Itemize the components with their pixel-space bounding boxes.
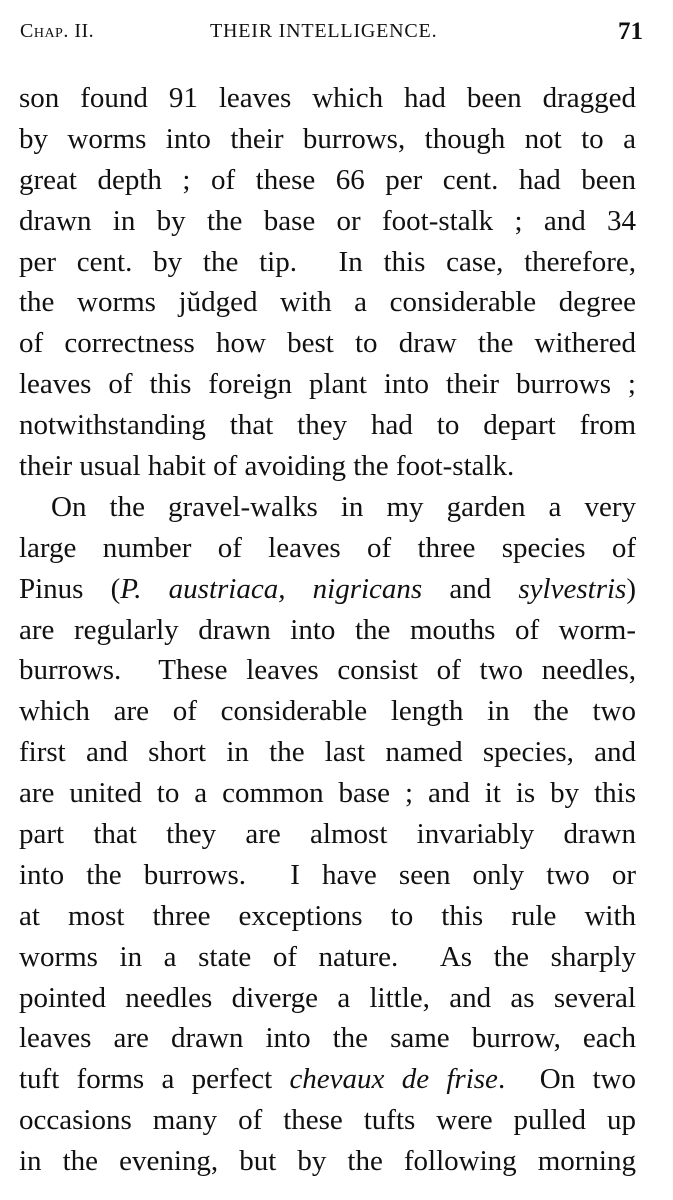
body-text (19, 78, 636, 1182)
text-line: occasions many of these tufts were pulled up (19, 1104, 636, 1137)
text-line: of correctness how best to draw the withered (19, 327, 636, 360)
text-line: per cent. by the tip. In this case, therefore, (19, 245, 636, 278)
paragraph-start-line: On the gravel-walks in my garden a very (51, 490, 636, 523)
text-line: son found 91 leaves which had been dragged (19, 82, 636, 114)
text-line: worms in a state of nature. As the sharply (19, 940, 636, 973)
text-line-chevaux: tuft forms a perfect chevaux de frise. On two (19, 1063, 636, 1096)
text-line: into the burrows. I have seen only two or (19, 858, 636, 891)
text-line: leaves are drawn into the same burrow, each (19, 1022, 636, 1055)
page-header (20, 18, 643, 48)
text-line: first and short in the last named species, and (19, 736, 636, 769)
text-line: leaves of this foreign plant into their burrows ; (19, 368, 636, 401)
text-line: by worms into their burrows, though not to a (19, 122, 636, 155)
paragraph-end-line: their usual habit of avoiding the foot-stalk. (19, 450, 515, 483)
text-line-species: Pinus (P. austriaca, nigricans and sylvestris) (19, 572, 636, 605)
text-line: burrows. These leaves consist of two needles, (19, 654, 636, 687)
chapter-label: Chap. II. (20, 20, 95, 42)
text-line: pointed needles diverge a little, and as several (19, 981, 636, 1014)
text-line: large number of leaves of three species of (19, 531, 636, 564)
page-number: 71 (618, 18, 643, 45)
text-line: are regularly drawn into the mouths of worm- (19, 613, 636, 646)
text-line: at most three exceptions to this rule with (19, 899, 636, 932)
text-line: drawn in by the base or foot-stalk ; and 34 (19, 204, 636, 237)
running-title: THEIR INTELLIGENCE. (210, 20, 438, 42)
text-line: part that they are almost invariably drawn (19, 818, 636, 851)
text-line: great depth ; of these 66 per cent. had been (19, 163, 636, 196)
text-line: are united to a common base ; and it is by this (19, 777, 636, 810)
text-line: notwithstanding that they had to depart from (19, 409, 636, 442)
text-line: the worms jŭdged with a considerable degree (19, 286, 636, 319)
text-line: which are of considerable length in the two (19, 695, 636, 728)
text-line: in the evening, but by the following morning (19, 1145, 636, 1178)
